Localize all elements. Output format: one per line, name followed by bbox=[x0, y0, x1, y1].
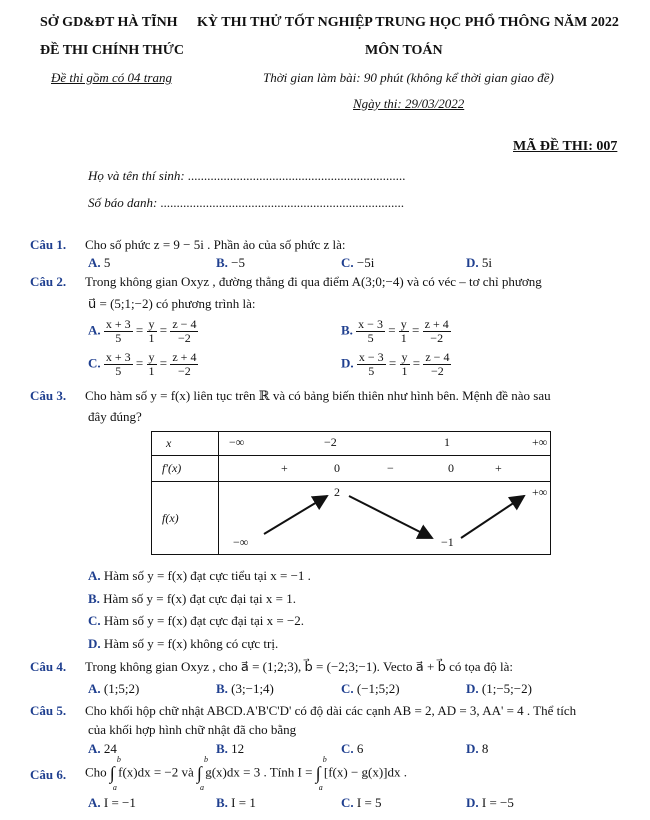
option-letter: C. bbox=[88, 355, 101, 371]
x-value: 1 bbox=[444, 435, 450, 449]
option-c: C. $\frac{x + 3}{5}$ = $\frac{y}{1}$ = $\frac{z + 4}{-2}$ bbox=[88, 350, 197, 378]
option-c: C. I = 5 bbox=[341, 795, 382, 810]
f-value: +∞ bbox=[532, 485, 548, 499]
candidate-name-line: Họ và tên thí sinh: ................................................................... bbox=[88, 168, 406, 183]
option-b: B. −5 bbox=[216, 255, 246, 270]
question-label: Câu 5. bbox=[30, 703, 67, 718]
option-d: D. 8 bbox=[466, 741, 489, 756]
arrow-up bbox=[264, 496, 327, 534]
option-a: A. $\frac{x + 3}{5}$ = $\frac{y}{1}$ = $\frac{z - 4}{-2}$ bbox=[88, 317, 197, 345]
q6-part2: g(x)dx = 3 . Tính I = bbox=[205, 764, 313, 780]
derivative-row-label: f′(x) bbox=[152, 456, 219, 482]
sign: 0 bbox=[334, 461, 340, 475]
option-c: C. −5i bbox=[341, 255, 375, 270]
option-letter: D. bbox=[341, 355, 354, 371]
sign: + bbox=[495, 461, 502, 475]
function-row-label: f(x) bbox=[152, 482, 219, 555]
option-c: C. (−1;5;2) bbox=[341, 681, 400, 696]
question-label: Câu 4. bbox=[30, 659, 67, 674]
fraction: $\frac{y}{1}$ bbox=[148, 317, 155, 345]
option-d: D. (1;−5;−2) bbox=[466, 681, 532, 696]
x-value: −2 bbox=[324, 435, 337, 449]
question-label: Câu 3. bbox=[30, 388, 67, 403]
option-a: A. (1;5;2) bbox=[88, 681, 140, 696]
f-value: −∞ bbox=[233, 535, 249, 549]
fraction: $\frac{z - 4}{-2}$ bbox=[425, 350, 450, 378]
x-row-values bbox=[219, 432, 551, 456]
official-label: ĐỀ THI CHÍNH THỨC bbox=[40, 43, 185, 58]
option-d: D. Hàm số y = f(x) không có cực trị. bbox=[88, 636, 279, 651]
exam-title: KỲ THI THỬ TỐT NGHIỆP TRUNG HỌC PHỔ THÔNG NĂM 2022 bbox=[197, 15, 619, 30]
fraction: $\frac{x + 3}{5}$ bbox=[105, 350, 131, 378]
option-letter: A. bbox=[88, 322, 101, 338]
fraction: $\frac{y}{1}$ bbox=[148, 350, 155, 378]
candidate-id-line: Số báo danh: ........................................................................... bbox=[88, 195, 405, 210]
question-label: Câu 2. bbox=[30, 274, 67, 289]
option-letter: B. bbox=[341, 322, 353, 338]
question-text: Trong không gian Oxyz , cho a⃗ = (1;2;3), b⃗ = (−2;3;−1). Vecto a⃗ + b⃗ có tọa độ là: bbox=[85, 659, 513, 674]
option-d: D. 5i bbox=[466, 255, 493, 270]
f-value: −1 bbox=[441, 535, 454, 549]
variation-table bbox=[151, 431, 551, 555]
option-c: C. Hàm số y = f(x) đạt cực đại tại x = −2. bbox=[88, 613, 305, 628]
question-text: Cho khối hộp chữ nhật ABCD.A'B'C'D' có độ dài các cạnh AB = 2, AD = 3, AA' = 4 . Thể tích bbox=[85, 703, 577, 718]
sign: 0 bbox=[448, 461, 454, 475]
department-name: SỞ GD&ĐT HÀ TĨNH bbox=[40, 15, 178, 30]
time-allowed: Thời gian làm bài: 90 phút (không kể thời gian giao đề) bbox=[263, 70, 554, 85]
option-a: A. 5 bbox=[88, 255, 111, 270]
function-row-values bbox=[219, 482, 551, 555]
question-label: Câu 6. bbox=[30, 767, 67, 782]
fraction: $\frac{z - 4}{-2}$ bbox=[172, 317, 197, 345]
option-b: B. 12 bbox=[216, 741, 245, 756]
option-d: D. I = −5 bbox=[466, 795, 514, 810]
exam-date: Ngày thi: 29/03/2022 bbox=[353, 96, 465, 111]
exam-code: MÃ ĐỀ THI: 007 bbox=[513, 139, 618, 154]
subject-label: MÔN TOÁN bbox=[365, 43, 443, 58]
option-a: A. Hàm số y = f(x) đạt cực tiểu tại x = −1 . bbox=[88, 568, 311, 583]
page-count: Đề thi gồm có 04 trang bbox=[51, 70, 172, 85]
option-b: B. Hàm số y = f(x) đạt cực đại tại x = 1. bbox=[88, 591, 296, 606]
fraction: $\frac{y}{1}$ bbox=[400, 317, 407, 345]
sign: + bbox=[281, 461, 288, 475]
integral-sign: ∫ b a bbox=[315, 755, 327, 792]
question-text: Cho hàm số y = f(x) liên tục trên ℝ và có bảng biến thiên như hình bên. Mệnh đề nào sau bbox=[85, 388, 551, 403]
option-a: A. 24 bbox=[88, 741, 117, 756]
integral-sign: ∫ b a bbox=[109, 755, 121, 792]
fraction: $\frac{x + 3}{5}$ bbox=[105, 317, 131, 345]
option-b: B. I = 1 bbox=[216, 795, 256, 810]
option-c: C. 6 bbox=[341, 741, 364, 756]
q6-part3: [f(x) − g(x)]dx . bbox=[323, 764, 408, 780]
option-b: B. $\frac{x - 3}{5}$ = $\frac{y}{1}$ = $\frac{z + 4}{-2}$ bbox=[341, 317, 449, 345]
fraction: $\frac{z + 4}{-2}$ bbox=[424, 317, 449, 345]
arrow-up bbox=[461, 496, 524, 538]
q6-part1: f(x)dx = −2 và bbox=[118, 764, 194, 780]
arrow-down bbox=[349, 496, 432, 538]
question-text bbox=[85, 755, 408, 792]
variation-arrows bbox=[219, 482, 565, 556]
option-a: A. I = −1 bbox=[88, 795, 136, 810]
question-text-cont: u⃗ = (5;1;−2) có phương trình là: bbox=[88, 296, 256, 311]
question-text: Cho số phức z = 9 − 5i . Phần ảo của số phức z là: bbox=[85, 237, 346, 252]
option-b: B. (3;−1;4) bbox=[216, 681, 274, 696]
f-value: 2 bbox=[334, 485, 340, 499]
fraction: $\frac{y}{1}$ bbox=[401, 350, 408, 378]
fraction: $\frac{x - 3}{5}$ bbox=[358, 317, 383, 345]
question-text: Trong không gian Oxyz , đường thẳng đi qua điểm A(3;0;−4) và có véc – tơ chỉ phương bbox=[85, 274, 542, 289]
integral-sign: ∫ b a bbox=[197, 755, 209, 792]
sign: − bbox=[387, 461, 394, 475]
question-text-cont: của khối hợp hình chữ nhật đã cho bằng bbox=[88, 722, 297, 737]
fraction: $\frac{z + 4}{-2}$ bbox=[172, 350, 197, 378]
fraction: $\frac{x - 3}{5}$ bbox=[358, 350, 384, 378]
question-label: Câu 1. bbox=[30, 237, 67, 252]
x-value: −∞ bbox=[229, 435, 245, 449]
q6-pre: Cho bbox=[85, 764, 107, 780]
question-text-cont: đây đúng? bbox=[88, 409, 142, 424]
derivative-row-signs bbox=[219, 456, 551, 482]
option-d: D. $\frac{x - 3}{5}$ = $\frac{y}{1}$ = $\frac{z - 4}{-2}$ bbox=[341, 350, 450, 378]
x-row-label: x bbox=[152, 432, 219, 456]
x-value: +∞ bbox=[532, 435, 548, 449]
